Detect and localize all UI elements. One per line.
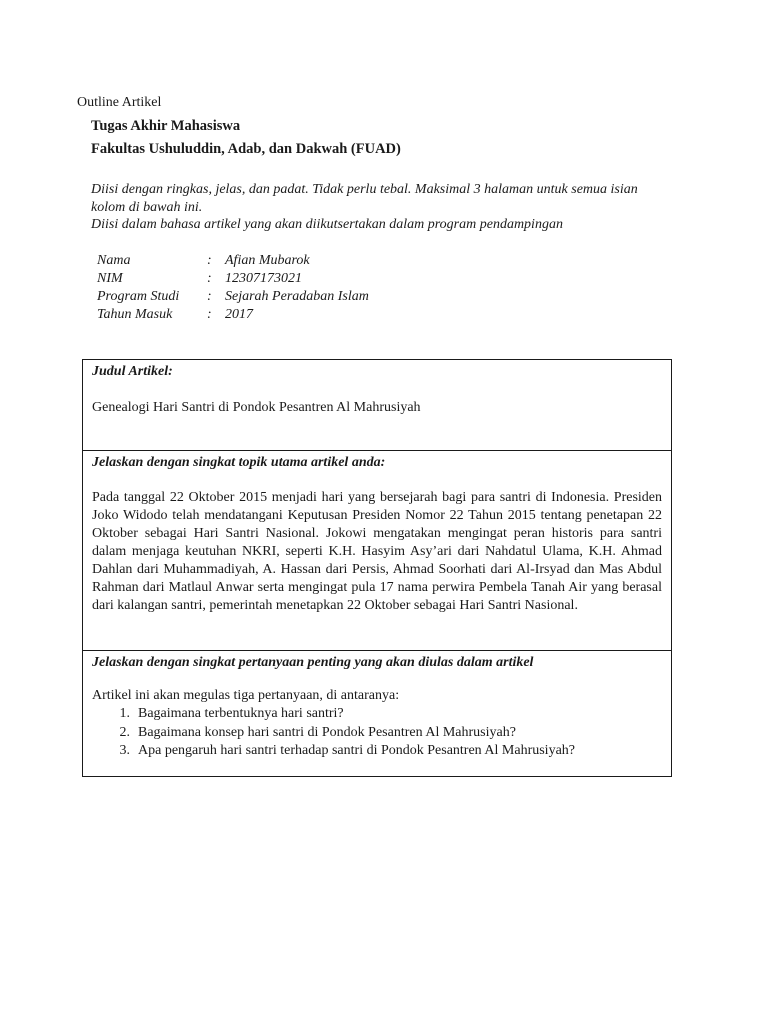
identity-value: 2017 [225, 307, 253, 322]
article-title-value: Genealogi Hari Santri di Pondok Pesantren Al Mahrusiyah [92, 400, 421, 415]
article-questions-label: Jelaskan dengan singkat pertanyaan penting yang akan diulas dalam artikel [92, 655, 534, 670]
article-topic-value: Pada tanggal 22 Oktober 2015 menjadi hari yang bersejarah bagi para santri di Indonesia. Presiden Joko Widodo telah mendatangani Keputusan Presiden Nomor 22 Tahun 2015 tentang penetapan 22 Oktober sebagai Hari Santri Nasional. Jokowi mengatakan mengingat peran historis para santri dalam menjaga keutuhan NKRI, seperti K.H. Hasyim Asy’ari dari Nahdatul Ulama, K.H. Ahmad Dahlan dari Muhammadiyah, A. Hassan dari Persis, Ahmad Soorhati dari Al-Irsyad dan Mas Abdul Rahman dari Matlaul Anwar serta mengingat pula 17 nama perwira Pembela Tanah Air yang berasal dari kalangan santri, pemerintah menetapkan 22 Oktober sebagai Hari Santri Nasional. [92, 490, 662, 613]
article-outline-table [82, 359, 672, 777]
identity-label: NIM [97, 271, 123, 286]
question-text: Apa pengaruh hari santri terhadap santri di Pondok Pesantren Al Mahrusiyah? [138, 743, 576, 758]
article-title-cell [83, 360, 671, 451]
identity-separator: : [207, 289, 212, 304]
identity-label: Nama [97, 253, 131, 268]
article-questions-cell [83, 651, 671, 776]
outline-title: Outline Artikel [77, 95, 162, 110]
question-number: 3. [119, 743, 130, 758]
identity-row-year [97, 306, 369, 324]
identity-label: Tahun Masuk [97, 307, 173, 322]
question-text: Bagaimana terbentuknya hari santri? [138, 706, 344, 721]
question-number: 2. [119, 724, 130, 740]
identity-label: Program Studi [97, 289, 180, 304]
identity-separator: : [207, 253, 212, 268]
article-title-label: Judul Artikel: [92, 364, 173, 379]
heading-faculty: Fakultas Ushuluddin, Adab, dan Dakwah (FUAD) [91, 141, 401, 157]
article-topic-cell [83, 451, 671, 651]
identity-value: 12307173021 [225, 271, 302, 286]
heading-assignment: Tugas Akhir Mahasiswa [91, 118, 241, 134]
instruction-line: Diisi dengan ringkas, jelas, dan padat. Tidak perlu tebal. Maksimal 3 halaman untuk semua isian kolom di bawah ini. [91, 182, 638, 215]
question-text: Bagaimana konsep hari santri di Pondok Pesantren Al Mahrusiyah? [138, 724, 516, 740]
list-item [92, 705, 662, 724]
list-item [92, 724, 662, 743]
questions-intro: Artikel ini akan megulas tiga pertanyaan, di antaranya: [92, 688, 400, 703]
identity-separator: : [207, 307, 212, 322]
identity-value: Sejarah Peradaban Islam [225, 289, 369, 304]
instruction-line: Diisi dalam bahasa artikel yang akan diikutsertakan dalam program pendampingan [91, 217, 563, 232]
identity-value: Afian Mubarok [225, 253, 310, 268]
article-questions-body [92, 687, 662, 761]
identity-row-program [97, 288, 369, 306]
identity-separator: : [207, 271, 212, 286]
identity-row-nim [97, 270, 369, 288]
article-topic-label: Jelaskan dengan singkat topik utama artikel anda: [92, 455, 386, 470]
identity-table [97, 252, 369, 324]
identity-row-name [97, 252, 369, 270]
list-item [92, 742, 662, 761]
instructions [91, 181, 661, 234]
question-number: 1. [119, 706, 130, 721]
questions-list [92, 705, 662, 761]
